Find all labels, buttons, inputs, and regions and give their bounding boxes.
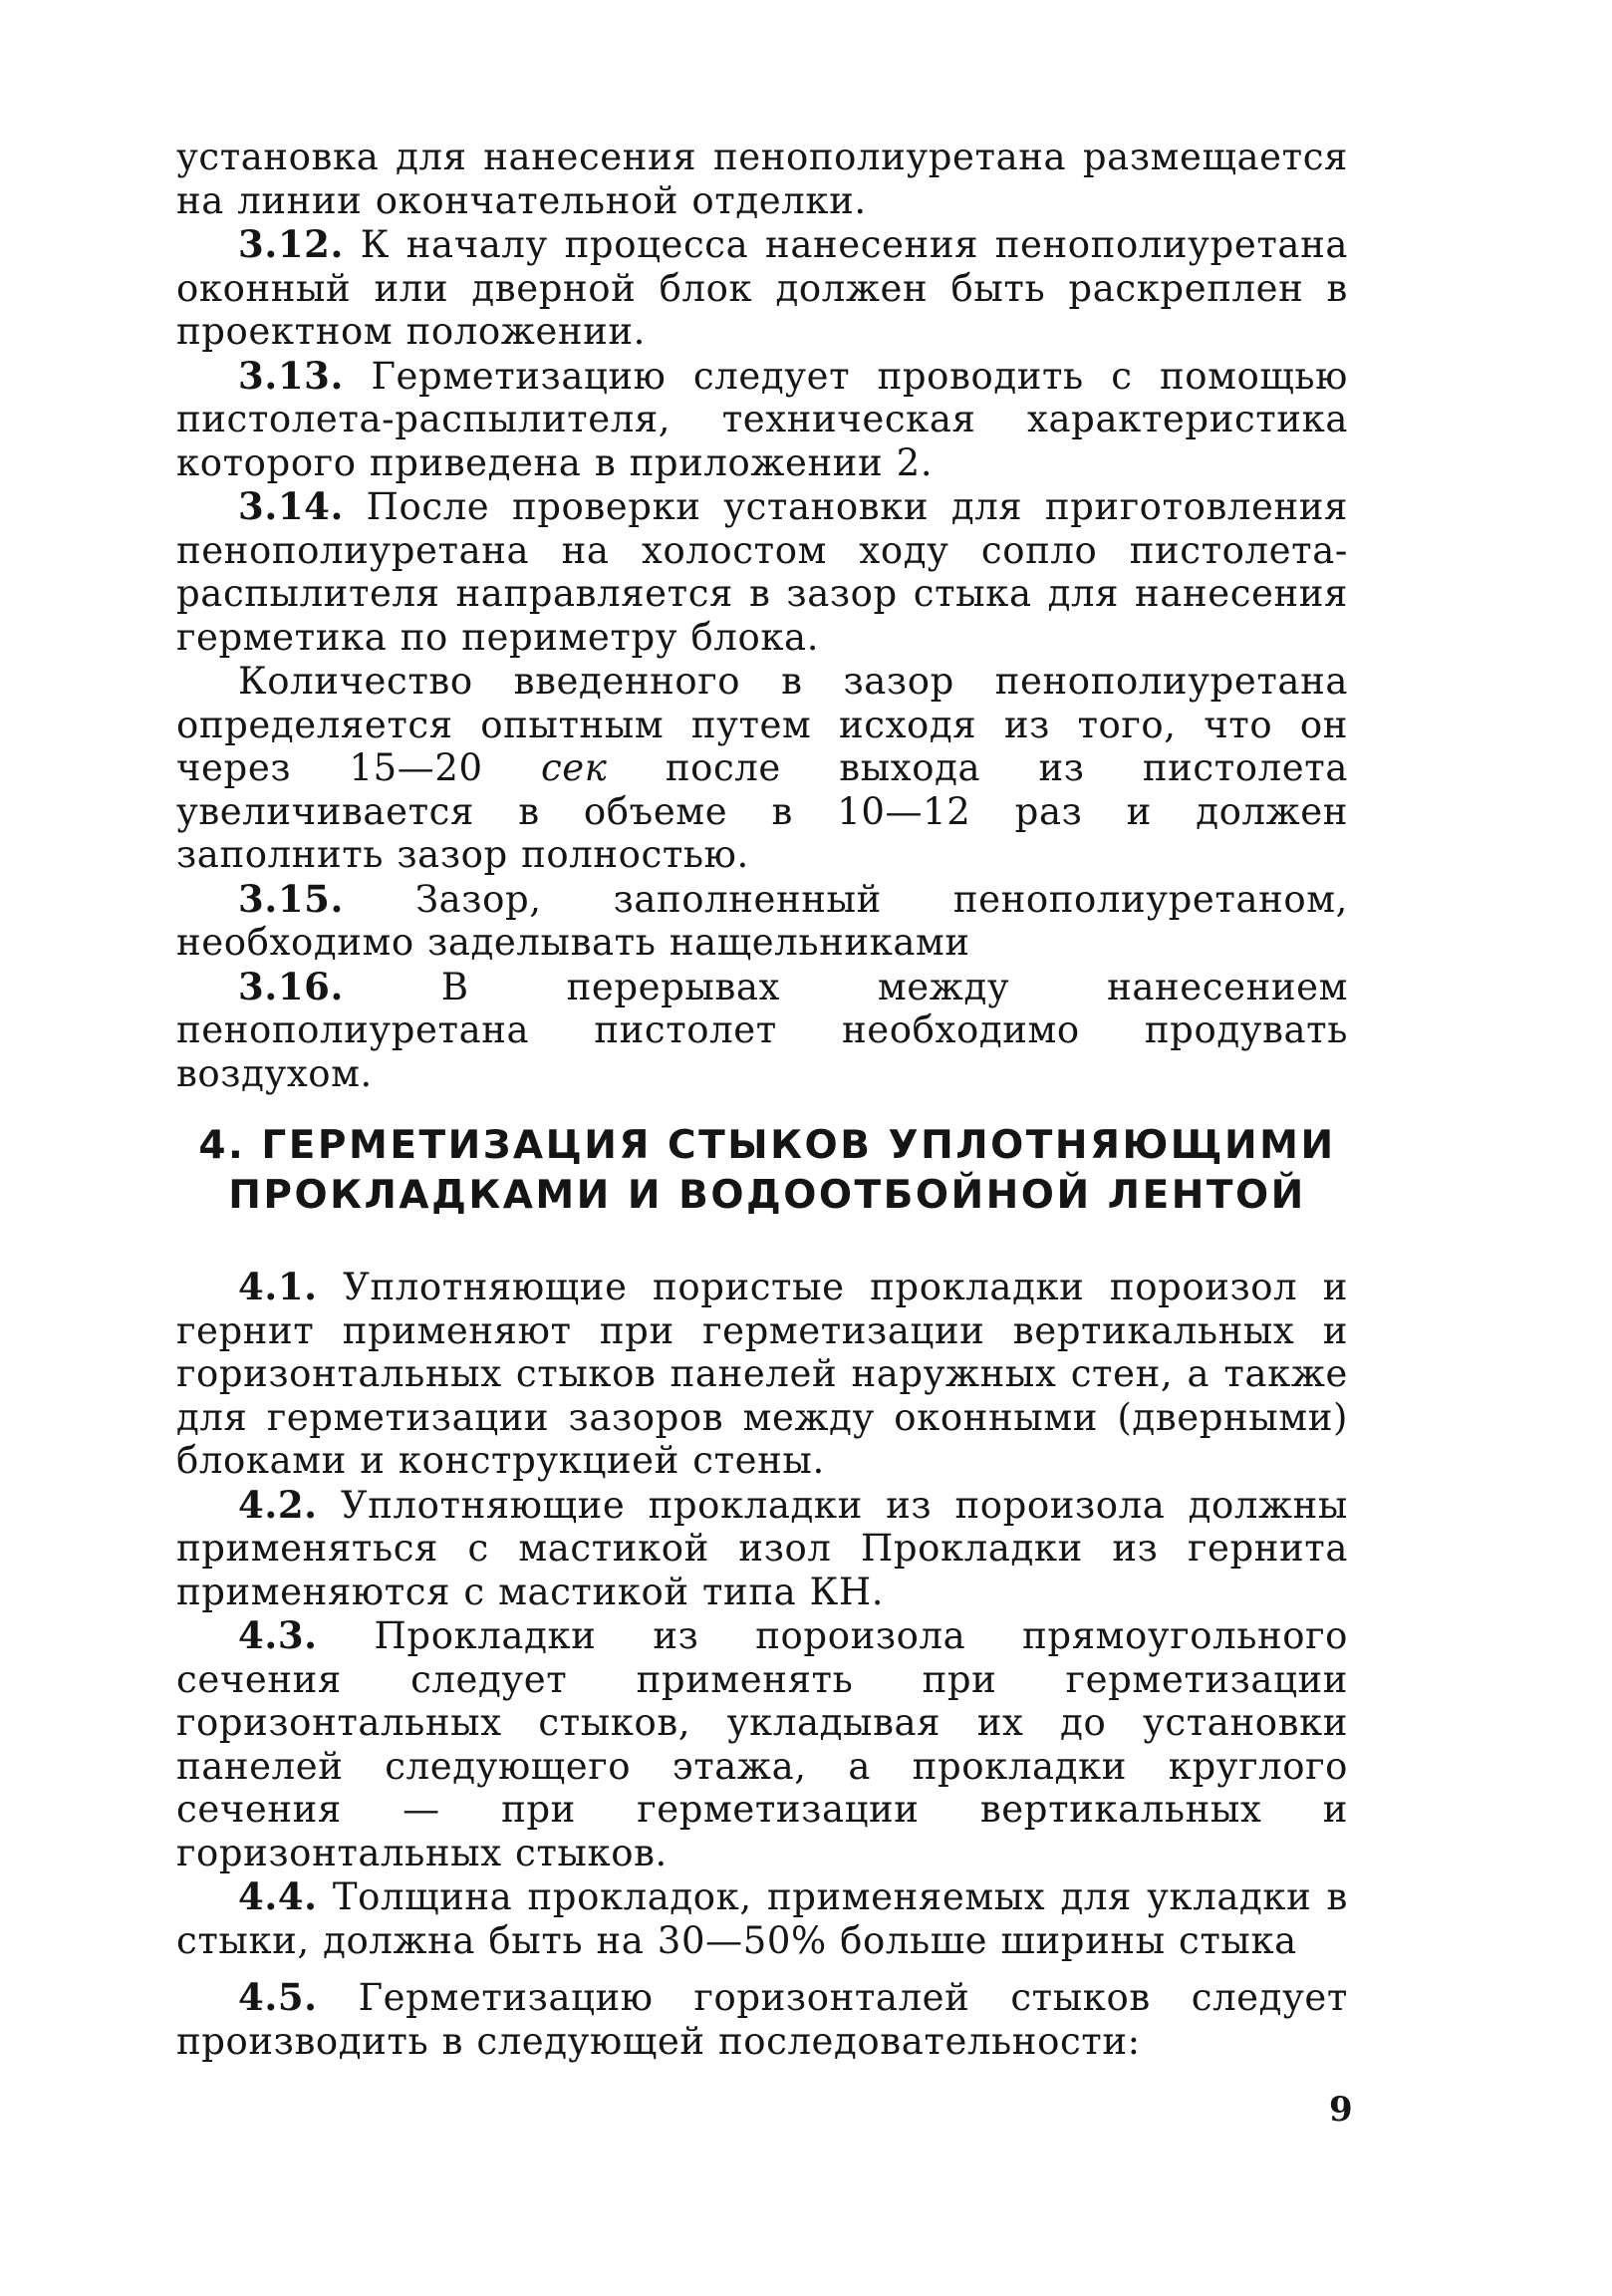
paragraph-4-1 (176, 1266, 1348, 1483)
paragraph-number: 4.4. (238, 1874, 318, 1918)
paragraph-3-13 (176, 355, 1348, 485)
time-unit: сек (540, 746, 608, 789)
section-heading (194, 1121, 1340, 1221)
paragraph-number: 3.16. (238, 964, 344, 1008)
paragraph-4-3 (176, 1614, 1348, 1874)
paragraph-text: Количество введенного в зазор пенополиуретана определяется опытным путем исходя из того, что он через 15—20 (176, 660, 1348, 789)
paragraph-4-4 (176, 1875, 1348, 1962)
paragraph-text: Герметизацию следует проводить с помощью пистолета-распылителя, техническая характеристика которого приведена в приложении 2. (176, 354, 1348, 484)
paragraph-number: 4.3. (238, 1613, 318, 1657)
paragraph-3-14 (176, 485, 1348, 659)
paragraph-text: Уплотняющие прокладки из пороизола должны применяться с мастикой изол Прокладки из гернита применяются с мастикой типа КН. (176, 1483, 1348, 1613)
paragraph-4-5 (176, 1976, 1348, 2063)
paragraph-number: 4.1. (238, 1265, 318, 1308)
paragraph-number: 3.13. (238, 353, 344, 398)
paragraph-text: После проверки установки для приготовления пенополиуретана на холостом ходу сопло пистолета-распылителя направляется в зазор стыка для нанесения герметика по периметру блока. (176, 485, 1348, 659)
text-block-section-3 (176, 136, 1348, 1096)
paragraph-text: Уплотняющие пористые прокладки пороизол и гернит применяют при герметизации вертикальных и горизонтальных стыков панелей наружных стен, а также для герметизации зазоров между оконными (дверными) блоками и конструкцией стены. (176, 1266, 1348, 1482)
paragraph-quantity (176, 660, 1348, 877)
paragraph-3-15 (176, 878, 1348, 965)
text-block-section-4 (176, 1266, 1348, 2064)
paragraph-text: после выхода из пистолета увеличивается в объеме в 10—12 раз и должен заполнить зазор полностью. (176, 746, 1348, 876)
paragraph-number: 3.14. (238, 484, 344, 528)
paragraph-4-2 (176, 1484, 1348, 1614)
paragraph-text: Герметизацию горизонталей стыков следует производить в следующей последовательности: (176, 1976, 1348, 2063)
paragraph-number: 4.2. (238, 1482, 318, 1527)
paragraph-text: Зазор, заполненный пенополиуретаном, необходимо заделывать нащельниками (176, 877, 1348, 964)
paragraph-text: В перерывах между нанесением пенополиуретана пистолет необходимо продувать воздухом. (176, 965, 1348, 1095)
paragraph-text: Прокладки из пороизола прямоугольного сечения следует применять при герметизации горизонтальных стыков, укладывая их до установки панелей следующего этажа, а прокладки круглого сечения — при герметизации вертикальных и горизонтальных стыков. (176, 1614, 1348, 1874)
paragraph-number: 3.12. (238, 222, 344, 266)
paragraph-text: установка для нанесения пенополиуретана размещается на линии окончательной отделки. (176, 136, 1348, 222)
paragraph-number: 4.5. (238, 1975, 318, 2019)
paragraph-text: К началу процесса нанесения пенополиуретана оконный или дверной блок должен быть раскреплен в проектном положении. (176, 223, 1348, 353)
section-heading-line-2: ПРОКЛАДКАМИ И ВОДООТБОЙНОЙ ЛЕНТОЙ (228, 1173, 1306, 1218)
paragraph-continuation (176, 136, 1348, 222)
paragraph-3-12 (176, 223, 1348, 354)
page-number: 9 (1329, 2090, 1353, 2130)
section-heading-line-1: 4. ГЕРМЕТИЗАЦИЯ СТЫКОВ УПЛОТНЯЮЩИМИ (198, 1123, 1336, 1168)
paragraph-text: Толщина прокладок, применяемых для укладки в стыки, должна быть на 30—50% больше ширины стыка (176, 1875, 1348, 1962)
paragraph-3-16 (176, 966, 1348, 1096)
paragraph-number: 3.15. (238, 876, 344, 921)
